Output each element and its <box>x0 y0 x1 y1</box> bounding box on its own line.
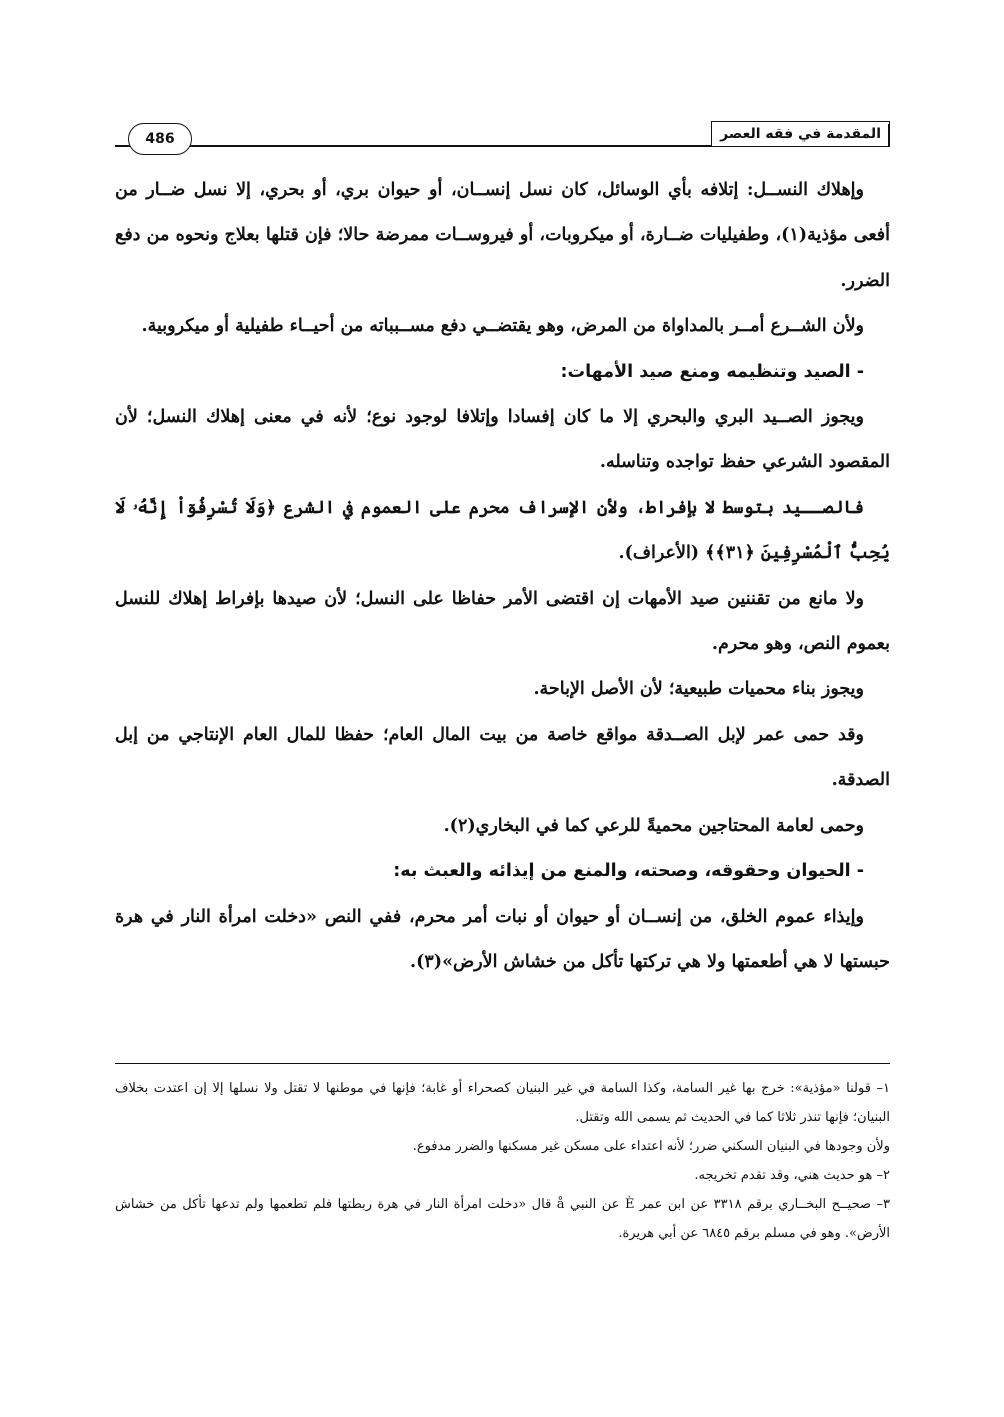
page-header <box>115 118 890 150</box>
footnote-1: ١– قولنا «مؤذية»: خرج بها غير السامة، وكذا السامة في غير البنيان كصحراء أو غابة؛ فإنها في موطنها لا تقتل ولا نسلها إلا إن اعتدت بخلاف البنيان؛ فإنها تنذر ثلاثا كما في الحديث ثم يسمى الله وتقتل. <box>115 1081 890 1125</box>
footnotes <box>115 1063 890 1248</box>
book-title: المقدمة في فقه العصر <box>711 121 890 146</box>
paragraph-1: وإهلاك النســل: إتلافه بأي الوسائل، كان نسل إنســان، أو حيوان بري، أو بحري، إلا نسل ضــار من أفعى مؤذية(١)، وطفيليات ضــارة، أو ميكروبات، أو فيروســات ممرضة حالا؛ فإن قتلها بعلاج ونحوه من دفع الضرر. <box>115 180 891 291</box>
paragraph-6: ويجوز بناء محميات طبيعية؛ لأن الأصل الإباحة. <box>533 679 864 700</box>
paragraph-7: وقد حمى عمر لإبل الصــدقة مواقع خاصة من بيت المال العام؛ حفظا للمال العام الإنتاجي من إبل الصدقة. <box>115 724 890 791</box>
paragraph-2: ولأن الشــرع أمــر بالمداواة من المرض، وهو يقتضــي دفع مســبباته من أحيــاء طفيلية أو ميكروبية. <box>141 316 864 337</box>
section-heading-animal-rights: - الحيوان وحقوقه، وصحته، والمنع من إيذائه والعبث به: <box>393 861 864 882</box>
main-text <box>115 168 890 985</box>
paragraph-4: فالصــيد بتوسط لا بإفراط، ولأن الإسراف محرم على العموم في الشرع ﴿وَلَا تُسْرِفُوٓاْ إِنَّهُۥ لَا يُحِبُّ ٱلْمُسْرِفِينَ ﴿٣١﴾﴾ (الأعراف). <box>115 497 890 564</box>
paragraph-9: وإيذاء عموم الخلق، من إنســان أو حيوان أو نبات أمر محرم، ففي النص «دخلت امرأة النار في هرة حبستها لا هي أطعمتها ولا هي تركتها تأكل من خشاش الأرض»(٣). <box>115 906 890 972</box>
footnote-2: ٢– هو حديث هني، وقد تقدم تخريجه. <box>694 1168 890 1183</box>
footnote-1-continued: ولأن وجودها في البنيان السكني ضرر؛ لأنه اعتداء على مسكن غير مسكنها والضرر مدفوع. <box>412 1139 890 1154</box>
footnote-3: ٣– صحيــح البخــاري برقم ٣٣١٨ عن ابن عمر È عن النبي å قال «دخلت امرأة النار في هرة ربطتها فلم تطعمها ولم تدعها تأكل من خشاش الأرض». وهو في مسلم برقم ٦٨٤٥ عن أبي هريرة. <box>115 1197 890 1241</box>
page-number-badge: 486 <box>128 123 192 155</box>
paragraph-3: ويجوز الصــيد البري والبحري إلا ما كان إفسادا وإتلافا لوجود نوع؛ لأنه في معنى إهلاك النسل؛ لأن المقصود الشرعي حفظ تواجده وتناسله. <box>115 407 890 473</box>
section-heading-hunting: - الصيد وتنظيمه ومنع صيد الأمهات: <box>560 361 864 382</box>
paragraph-5: ولا مانع من تقننين صيد الأمهات إن اقتضى الأمر حفاظا على النسل؛ لأن صيدها بإفراط إهلاك للنسل بعموم النص، وهو محرم. <box>115 588 890 655</box>
paragraph-8: وحمى لعامة المحتاجين محميةً للرعي كما في البخاري(٢). <box>443 815 864 836</box>
